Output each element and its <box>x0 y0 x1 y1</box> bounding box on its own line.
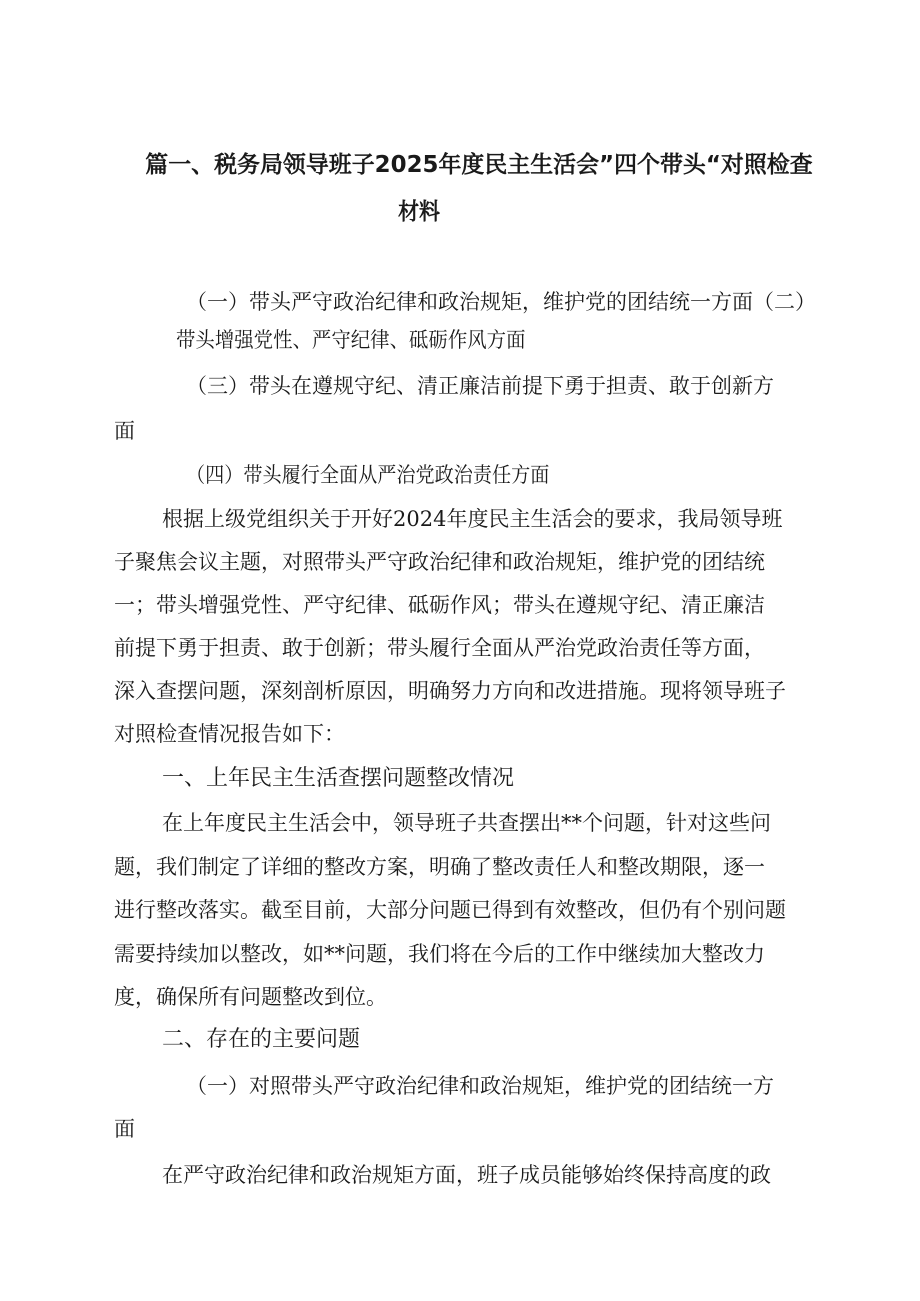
document-title-line-2: 材料 <box>398 199 440 225</box>
para1-line-1: 在上年度民主生活会中，领导班子共查摆出**个问题，针对这些问 <box>162 811 771 835</box>
intro-line-3: 一；带头增强党性、严守纪律、砥砺作风；带头在遵规守纪、清正廉洁 <box>114 593 765 617</box>
intro-line-4: 前提下勇于担责、敢于创新；带头履行全面从严治党政治责任等方面， <box>114 636 765 660</box>
intro-line-6: 对照检查情况报告如下： <box>114 722 345 746</box>
para1-line-4: 需要持续加以整改，如**问题，我们将在今后的工作中继续加大整改力 <box>114 942 765 966</box>
heading-2: 二、存在的主要问题 <box>162 1027 361 1052</box>
heading-1: 一、上年民主生活查摆问题整改情况 <box>162 766 515 791</box>
section-3-line-2: 面 <box>114 419 135 443</box>
section-3-line-1: （三）带头在遵规守纪、清正廉洁前提下勇于担责、敢于创新方 <box>186 374 774 398</box>
section-1-line-1: （一）带头严守政治纪律和政治规矩，维护党的团结统一方面（二） <box>186 290 816 314</box>
para2-line-1: 在严守政治纪律和政治规矩方面，班子成员能够始终保持高度的政 <box>162 1163 771 1187</box>
intro-line-1: 根据上级党组织关于开好2024年度民主生活会的要求，我局领导班 <box>162 507 783 531</box>
document-title-line-1: 篇一、税务局领导班子2025年度民主生活会”四个带头“对照检查 <box>145 152 813 178</box>
para1-line-5: 度，确保所有问题整改到位。 <box>114 985 387 1009</box>
section-2-line: 带头增强党性、严守纪律、砥砺作风方面 <box>176 328 526 352</box>
sub1-line-2: 面 <box>114 1117 135 1141</box>
intro-line-5: 深入查摆问题，深刻剖析原因，明确努力方向和改进措施。现将领导班子 <box>114 679 786 703</box>
para1-line-3: 进行整改落实。截至目前，大部分问题已得到有效整改，但仍有个别问题 <box>114 898 786 922</box>
para1-line-2: 题，我们制定了详细的整改方案，明确了整改责任人和整改期限，逐一 <box>114 855 765 879</box>
section-4-line: （四）带头履行全面从严治党政治责任方面 <box>186 463 550 487</box>
sub1-line-1: （一）对照带头严守政治纪律和政治规矩，维护党的团结统一方 <box>186 1074 774 1098</box>
intro-line-2: 子聚焦会议主题，对照带头严守政治纪律和政治规矩，维护党的团结统 <box>114 550 765 574</box>
